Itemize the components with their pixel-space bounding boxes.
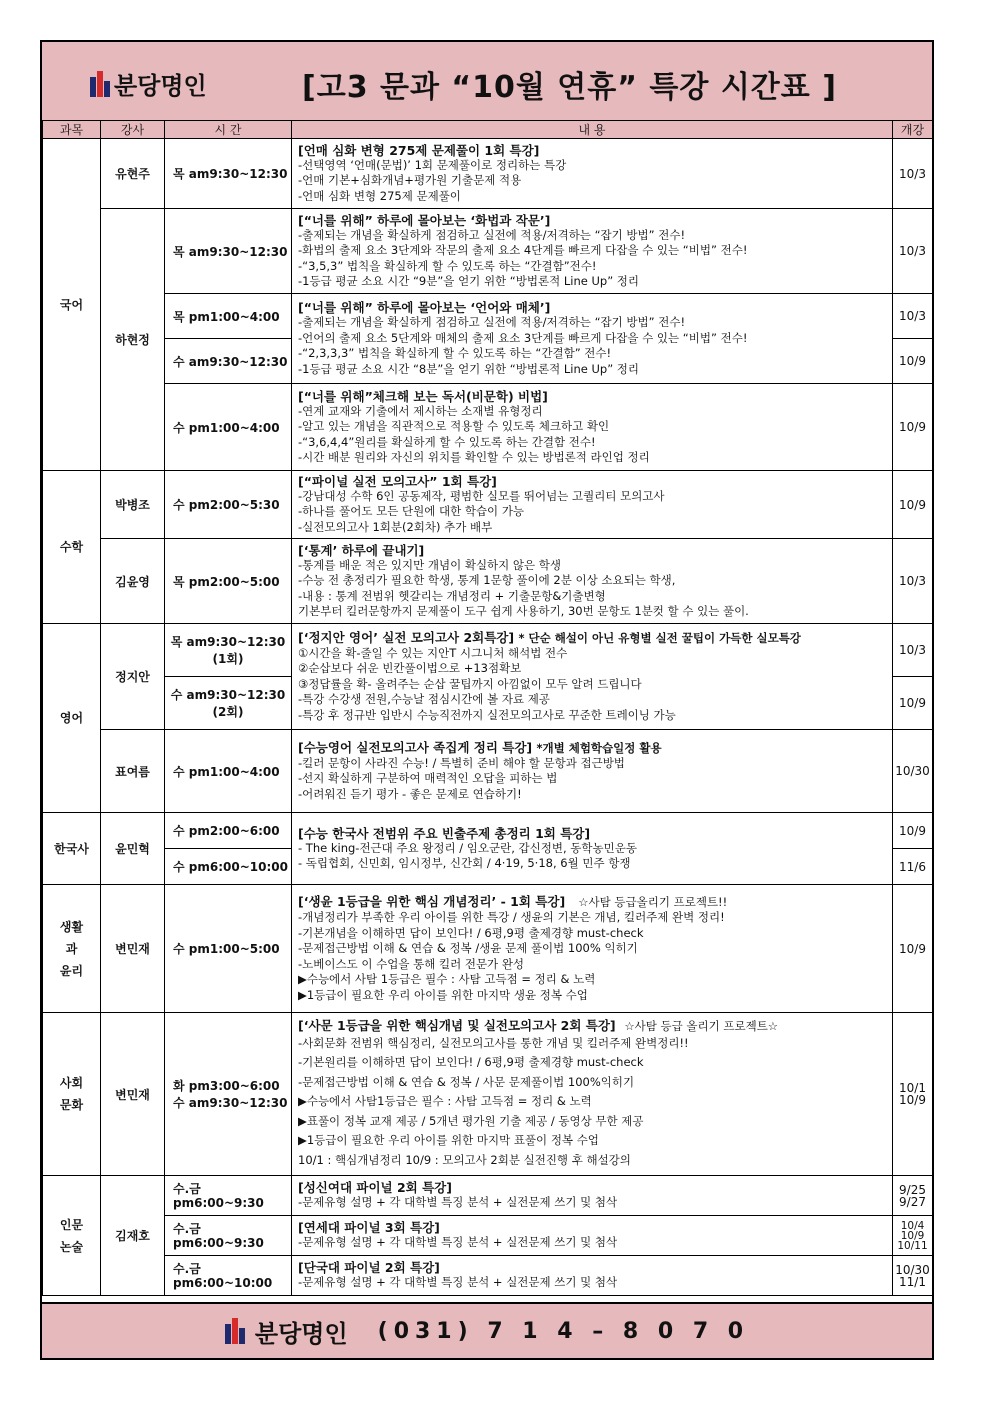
open-date: 10/3 — [893, 294, 933, 339]
schedule-table — [42, 120, 933, 1296]
table-row — [43, 1013, 933, 1176]
course-title — [298, 1018, 886, 1034]
content-line: -언매 심화 변형 275제 문제풀이 — [298, 188, 461, 203]
content-cell — [292, 471, 893, 539]
course-title: [연세대 파이널 3회 특강] — [298, 1220, 440, 1236]
content-cell — [292, 885, 893, 1013]
open-date — [893, 1256, 933, 1296]
instructor: 유현주 — [101, 139, 165, 209]
content-line: ▶표풀이 정복 교재 제공 / 5개년 평가원 기출 제공 / 동영상 무한 제공 — [298, 1113, 644, 1128]
table-row — [43, 1216, 933, 1256]
table-row — [43, 1256, 933, 1296]
table-row — [43, 813, 933, 849]
table-row — [43, 209, 933, 294]
content-line: -“3,5,3” 법칙을 확실하게 할 수 있도록 하는 “간결함”전수! — [298, 258, 597, 273]
time-cell: 목 pm2:00~5:00 — [165, 539, 292, 624]
session-label: (2회) — [212, 705, 244, 719]
subject-english: 영어 — [43, 624, 101, 813]
content-line: ③정답률을 확- 올려주는 순삽 꿀팁까지 아낌없이 모두 알려 드립니다 — [298, 676, 642, 691]
course-title-text: [‘사문 1등급을 위한 핵심개념 및 실전모의고사 2회 특강] — [298, 1017, 616, 1033]
col-instructor: 강사 — [101, 121, 165, 139]
footer-banner — [42, 1302, 932, 1358]
time-cell: 수 pm6:00~10:00 — [165, 849, 292, 885]
table-row — [43, 139, 933, 209]
content-cell — [292, 294, 893, 384]
time-cell — [165, 1176, 292, 1216]
content-line: -노베이스도 이 수업을 통해 킬러 전문가 완성 — [298, 956, 525, 971]
content-line: -통계를 배운 적은 있지만 개념이 확실하지 않은 학생 — [298, 557, 562, 572]
open-date: 10/3 — [893, 539, 933, 624]
col-open: 개강 — [893, 121, 933, 139]
table-row — [43, 294, 933, 339]
course-title-text: [수능영어 실전모의고사 족집게 정리 특강] — [298, 739, 533, 755]
course-title — [298, 740, 886, 756]
time-cell: 수 pm1:00~4:00 — [165, 730, 292, 813]
time-cell: 수 pm2:00~5:30 — [165, 471, 292, 539]
table-row — [43, 539, 933, 624]
open-date-line: 10/11 — [897, 1239, 928, 1252]
open-date: 11/6 — [893, 849, 933, 885]
course-title: [“너를 위해”체크해 보는 독서(비문학) 비법] — [298, 388, 548, 404]
session-label: (1회) — [212, 652, 244, 666]
time-text: 수.금 — [173, 1181, 201, 1196]
content-cell — [292, 1216, 893, 1256]
open-date: 10/9 — [893, 885, 933, 1013]
page-title: [고3 문과 “10월 연휴” 특강 시간표 ] — [302, 70, 837, 105]
instructor: 하현정 — [101, 209, 165, 471]
brand-name: 분당명인 — [114, 72, 207, 100]
open-date-line: 10/30 — [895, 1262, 930, 1277]
subject-ethics — [43, 885, 101, 1013]
header-banner — [42, 42, 932, 122]
content-cell — [292, 730, 893, 813]
content-cell — [292, 539, 893, 624]
content-line: -기본원리를 이해하면 답이 보인다! / 6평,9평 출제경향 must-check — [298, 1055, 644, 1070]
time-cell — [165, 1216, 292, 1256]
time-cell: 목 pm1:00~4:00 — [165, 294, 292, 339]
subject-math: 수학 — [43, 471, 101, 624]
content-line: -언매 기본+심화개념+평가원 기출문제 적용 — [298, 173, 522, 188]
content-line: -특강 후 정규반 입반시 수능직전까지 실전모의고사로 꾸준한 트레이닝 가능 — [298, 707, 676, 722]
time-text: 수.금 — [173, 1261, 201, 1276]
content-line: ②순삽보다 쉬운 빈칸풀이법으로 +13점확보 — [298, 661, 522, 676]
open-date: 10/9 — [893, 471, 933, 539]
time-cell — [165, 624, 292, 677]
course-title — [298, 894, 886, 910]
col-subject: 과목 — [43, 121, 101, 139]
course-note: *개별 체험학습일정 활용 — [536, 740, 662, 755]
subject-line: 윤리 — [59, 963, 84, 978]
content-line: ▶1등급이 필요한 우리 아이를 위한 마지막 표풀이 정복 수업 — [298, 1133, 599, 1148]
instructor: 윤민혁 — [101, 813, 165, 885]
open-date-line: 10/4 — [900, 1219, 925, 1232]
subject-line: 인문 — [59, 1217, 84, 1232]
time-cell — [165, 1256, 292, 1296]
content-line: 10/1 : 핵심개념정리 10/9 : 모의고사 2회분 실전진행 후 해설강의 — [298, 1152, 631, 1167]
course-note: * 단순 해설이 아닌 유형별 실전 꿀팁이 가득한 실모특강 — [518, 630, 801, 645]
content-line: -문제접근방법 이해 & 연습 & 정복 / 사문 문제풀이법 100%익히기 — [298, 1074, 635, 1089]
time-text: 수.금 — [173, 1221, 201, 1236]
content-cell — [292, 624, 893, 730]
content-line: -선택영역 ‘언매(문법)’ 1회 문제풀이로 정리하는 특강 — [298, 157, 567, 172]
table-row — [43, 624, 933, 677]
content-line: -1등급 평균 소요 시간 “8분”을 얻기 위한 “방법론적 Line Up” 정리 — [298, 361, 640, 376]
course-note: ☆사탐 등급 올리기 프로젝트☆ — [624, 1018, 779, 1033]
open-date-line: 10/9 — [899, 1093, 926, 1107]
brand-logo — [90, 66, 207, 101]
content-line: -강남대성 수학 6인 공동제작, 평범한 실모를 뛰어넘는 고퀄리티 모의고사 — [298, 488, 665, 503]
table-row — [43, 885, 933, 1013]
content-line: -시간 배분 원리와 자신의 위치를 확인할 수 있는 방법론적 라인업 정리 — [298, 450, 650, 464]
content-line: 기본부터 킬러문항까지 문제풀이 도구 쉽게 사용하기, 30번 문항도 1분컷 할 수 있는 풀이. — [298, 604, 749, 618]
subject-essay — [43, 1176, 101, 1296]
instructor: 변민재 — [101, 1013, 165, 1176]
table-row — [43, 471, 933, 539]
subject-line: 문화 — [59, 1098, 84, 1112]
content-line: -내용 : 통계 전범위 헷갈리는 개념정리 + 기출문항&기출변형 — [298, 588, 606, 603]
content-line: -선지 확실하게 구분하여 매력적인 오답을 피하는 법 — [298, 771, 558, 786]
time-cell: 수 am9:30~12:30 — [165, 339, 292, 384]
time-text: 수 am9:30~12:30 — [173, 1096, 288, 1110]
col-content: 내 용 — [292, 121, 893, 139]
time-cell — [165, 677, 292, 730]
content-line: -화법의 출제 요소 3단계와 작문의 출제 요소 4단계를 빠르게 다잡을 수 있는 “비법” 전수! — [298, 243, 748, 257]
content-line: ▶1등급이 필요한 우리 아이를 위한 마지막 생윤 정복 수업 — [298, 987, 588, 1002]
content-line: -수능 전 총정리가 필요한 학생, 통계 1문항 풀이에 2분 이상 소요되는 학생, — [298, 573, 676, 587]
time-text: pm6:00~10:00 — [173, 1275, 273, 1290]
content-line: -알고 있는 개념을 직관적으로 적용할 수 있도록 체크하고 확인 — [298, 419, 610, 433]
content-line: -개념정리가 부족한 우리 아이를 위한 특강 / 생윤의 기본은 개념, 킬러주제 완벽 정리! — [298, 910, 725, 924]
instructor: 박병조 — [101, 471, 165, 539]
brand-name: 분당명인 — [254, 1319, 348, 1348]
course-title: [‘통계’ 하루에 끝내기] — [298, 542, 425, 558]
content-line: -“3,6,4,4”원리를 확실하게 할 수 있도록 하는 간결함 전수! — [298, 434, 596, 449]
content-line: -1등급 평균 소요 시간 “9분”을 얻기 위한 “방법론적 Line Up” 정리 — [298, 274, 640, 288]
open-date: 10/3 — [893, 624, 933, 677]
content-line: -문제접근방법 이해 & 연습 & 정복 /생윤 문제 풀이법 100% 익히기 — [298, 941, 638, 955]
subject-social — [43, 1013, 101, 1176]
content-line: -연계 교재와 기출에서 제시하는 소재별 유형정리 — [298, 403, 543, 418]
open-date: 10/9 — [893, 339, 933, 384]
open-date-line: 9/27 — [899, 1194, 926, 1209]
content-line: -특강 수강생 전원,수능날 점심시간에 볼 자료 제공 — [298, 692, 550, 707]
content-line: -문제유형 설명 + 각 대학별 특징 분석 + 실전문제 쓰기 및 첨삭 — [298, 1235, 618, 1250]
open-date-line: 10/1 — [899, 1081, 926, 1095]
content-line: - 독립협회, 신민회, 임시정부, 신간회 / 4·19, 5·18, 6월 민주 항쟁 — [298, 856, 631, 870]
content-line: -어려워진 듣기 평가 - 좋은 문제로 연습하기! — [298, 786, 522, 801]
instructor: 김윤영 — [101, 539, 165, 624]
course-note: ☆사탐 등급올리기 프로젝트!! — [578, 895, 728, 909]
content-line: ▶수능에서 사탐 1등급은 필수 : 사탐 고득점 = 정리 & 노력 — [298, 972, 596, 986]
open-date — [893, 1176, 933, 1216]
instructor: 김재호 — [101, 1176, 165, 1296]
content-line: -기본개념을 이해하면 답이 보인다! / 6평,9평 출제경향 must-check — [298, 925, 644, 940]
instructor: 정지안 — [101, 624, 165, 730]
open-date — [893, 1216, 933, 1256]
content-cell — [292, 384, 893, 471]
open-date: 10/9 — [893, 813, 933, 849]
phone-number: (031) 7 1 4 – 8 0 7 0 — [377, 1318, 750, 1344]
content-line: ▶수능에서 사탐1등급은 필수 : 사탐 고득점 = 정리 & 노력 — [298, 1094, 592, 1109]
content-line: -실전모의고사 1회분(2회차) 추가 배부 — [298, 519, 493, 534]
time-cell: 수 pm1:00~5:00 — [165, 885, 292, 1013]
open-date-line: 9/25 — [899, 1182, 926, 1197]
subject-korean: 국어 — [43, 139, 101, 471]
open-date — [893, 1013, 933, 1176]
table-row — [43, 1176, 933, 1216]
course-title: [수능 한국사 전범위 주요 빈출주제 총정리 1회 특강] — [298, 825, 591, 841]
course-title-text: [‘정지안 영어’ 실전 모의고사 2회특강] — [298, 629, 515, 645]
schedule-sheet — [40, 40, 934, 1360]
open-date-line: 11/1 — [899, 1274, 926, 1289]
time-cell — [165, 1013, 292, 1176]
content-cell — [292, 813, 893, 885]
content-line: - The king-전근대 주요 왕정리 / 임오군란, 갑신정변, 동학농민운동 — [298, 840, 637, 855]
content-line: ①시간을 확-줄일 수 있는 지안T 시그니처 해석법 전수 — [298, 645, 568, 660]
time-cell: 수 pm2:00~6:00 — [165, 813, 292, 849]
content-line: -킬러 문항이 사라진 수능! / 특별히 준비 해야 할 문항과 접근방법 — [298, 755, 625, 770]
content-cell — [292, 1256, 893, 1296]
content-line: -“2,3,3,3” 법칙을 확실하게 할 수 있도록 하는 “간결함” 전수! — [298, 346, 612, 360]
content-line: -하나를 풀어도 모든 단원에 대한 학습이 가능 — [298, 504, 525, 519]
time-text: pm6:00~9:30 — [173, 1235, 264, 1250]
instructor: 표여름 — [101, 730, 165, 813]
open-date: 10/9 — [893, 677, 933, 730]
table-header-row — [43, 121, 933, 139]
subject-line: 과 — [65, 941, 78, 956]
table-row — [43, 384, 933, 471]
course-title: [성신여대 파이널 2회 특강] — [298, 1180, 452, 1196]
time-text: 화 pm3:00~6:00 — [173, 1079, 280, 1093]
time-text: 목 am9:30~12:30 — [170, 635, 286, 649]
content-line: -출제되는 개념을 확실하게 점검하고 실전에 적용/저격하는 “잡기 방법” 전수! — [298, 315, 686, 329]
time-text: 수 am9:30~12:30 — [170, 688, 286, 702]
open-date: 10/30 — [893, 730, 933, 813]
logo-icon — [90, 71, 110, 97]
content-cell — [292, 1176, 893, 1216]
content-line: -문제유형 설명 + 각 대학별 특징 분석 + 실전문제 쓰기 및 첨삭 — [298, 1275, 618, 1290]
time-cell: 목 am9:30~12:30 — [165, 139, 292, 209]
content-line: -언어의 출제 요소 5단계와 매체의 출제 요소 3단계를 빠르게 다잡을 수 있는 “비법” 전수! — [298, 330, 748, 345]
subject-line: 사회 — [59, 1076, 84, 1090]
time-cell: 수 pm1:00~4:00 — [165, 384, 292, 471]
instructor: 변민재 — [101, 885, 165, 1013]
course-title-text: [‘생윤 1등급을 위한 핵심 개념정리’ - 1회 특강] — [298, 894, 566, 909]
content-cell — [292, 139, 893, 209]
open-date: 10/3 — [893, 139, 933, 209]
course-title: [“너를 위해” 하루에 몰아보는 ‘언어와 매체’] — [298, 300, 551, 315]
time-cell: 목 am9:30~12:30 — [165, 209, 292, 294]
subject-line: 생활 — [59, 919, 84, 934]
content-line: -문제유형 설명 + 각 대학별 특징 분석 + 실전문제 쓰기 및 첨삭 — [298, 1195, 618, 1210]
open-date-line: 10/9 — [900, 1229, 925, 1242]
subject-history: 한국사 — [43, 813, 101, 885]
content-line: -출제되는 개념을 확실하게 점검하고 실전에 적용/저격하는 “잡기 방법” 전수! — [298, 227, 686, 242]
course-title: [“파이널 실전 모의고사” 1회 특강] — [298, 473, 497, 489]
content-cell — [292, 1013, 893, 1176]
content-line: -사회문화 전범위 핵심정리, 실전모의고사를 통한 개념 및 킬러주제 완벽정리!! — [298, 1035, 689, 1050]
course-title: [“너를 위해” 하루에 몰아보는 ‘화법과 작문’] — [298, 212, 551, 228]
open-date: 10/3 — [893, 209, 933, 294]
course-title — [298, 630, 886, 646]
course-title: [언매 심화 변형 275제 문제풀이 1회 특강] — [298, 142, 540, 158]
logo-icon — [225, 1318, 245, 1344]
time-text: pm6:00~9:30 — [173, 1195, 264, 1210]
col-time: 시 간 — [165, 121, 292, 139]
table-row — [43, 730, 933, 813]
open-date: 10/9 — [893, 384, 933, 471]
content-cell — [292, 209, 893, 294]
course-title: [단국대 파이널 2회 특강] — [298, 1260, 440, 1276]
subject-line: 논술 — [59, 1239, 84, 1254]
